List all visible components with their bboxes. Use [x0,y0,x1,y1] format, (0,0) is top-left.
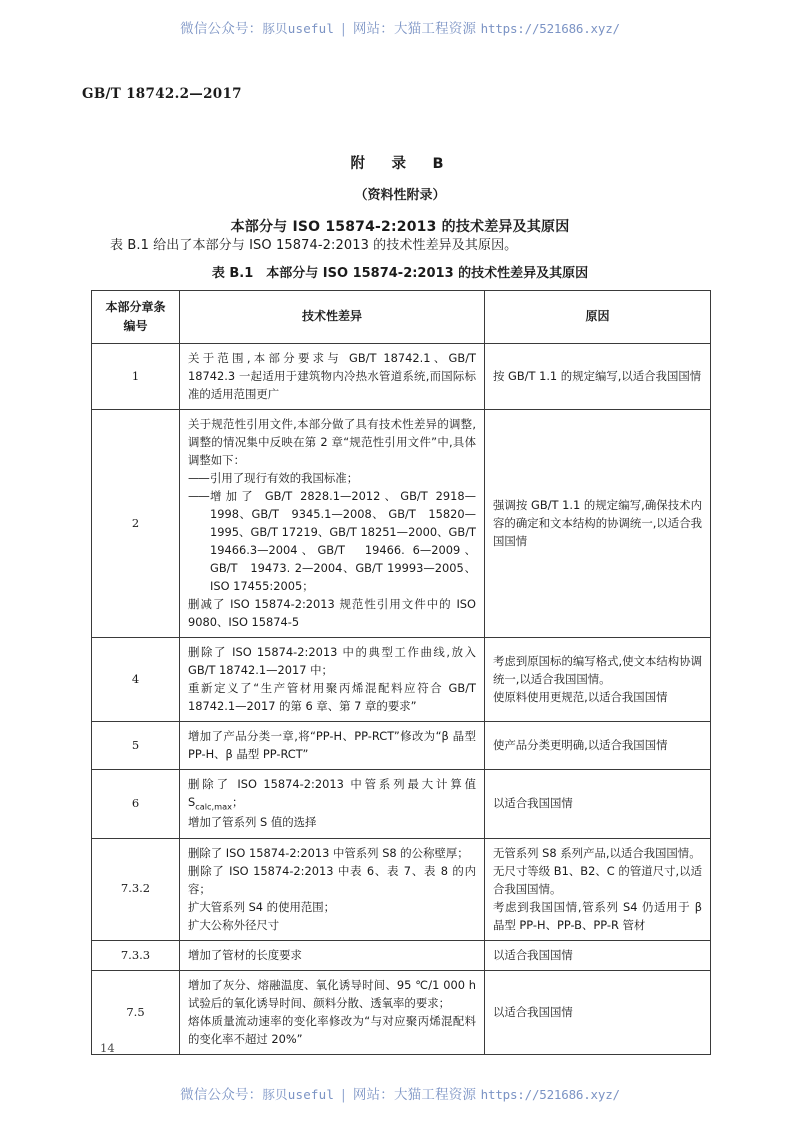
difference-paragraph: 增加了产品分类一章,将“PP-H、PP-RCT”修改为“β 晶型 PP-H、β 晶型 PP-RCT” [188,729,476,762]
difference-paragraph: 关于范围,本部分要求与 GB/T 18742.1、GB/T 18742.3 一起适用于建筑物内冷热水管道系统,而国际标准的适用范围更广 [188,350,476,401]
cell-clause-number: 7.5 [92,970,180,1054]
cell-clause-number: 6 [92,770,180,838]
cell-technical-difference [180,722,485,770]
reason-paragraph: 无管系列 S8 系列产品,以适合我国国情。 [493,845,701,860]
watermark-url: https://521686.xyz/ [480,1087,620,1102]
reason-paragraph: 按 GB/T 1.1 的规定编写,以适合我国国情 [493,368,702,383]
cell-technical-difference [180,940,485,970]
table-row [92,970,711,1054]
page-number: 14 [100,1041,115,1055]
column-header-clause: 本部分章条编号 [92,291,180,344]
table-header-row [92,291,711,344]
cell-clause-number: 1 [92,343,180,409]
watermark-wechat-name: 豚贝useful [262,21,335,36]
table-caption: 表 B.1 本部分与 ISO 15874-2:2013 的技术性差异及其原因 [211,266,589,281]
reason-paragraph: 以适合我国国情 [493,1004,573,1019]
difference-paragraph: 删除了 ISO 15874-2:2013 中的典型工作曲线,放入 GB/T 18742.1—2017 中； [188,645,476,678]
difference-paragraph: 删除了 ISO 15874-2:2013 中管系列最大计算值 $S_{calc,max}$； [188,777,476,812]
table-body [92,343,711,1054]
cell-technical-difference [180,638,485,722]
watermark-url: https://521686.xyz/ [480,21,620,36]
annex-intro-paragraph: 表 B.1 给出了本部分与 ISO 15874-2:2013 的技术性差异及其原因。 [110,238,518,253]
watermark-wechat-label: 微信公众号： [180,21,263,37]
difference-paragraph: 关于规范性引用文件,本部分做了具有技术性差异的调整,调整的情况集中反映在第 2 章“规范性引用文件”中,具体调整如下： [188,416,476,467]
subscript-calc-max: calc,max [195,801,232,812]
cell-clause-number: 5 [92,722,180,770]
difference-paragraph: 熔体质量流动速率的变化率修改为“与对应聚丙烯混配料的变化率不超过 20%” [188,1013,476,1046]
watermark-site-label: 网站： [352,1087,394,1103]
watermark-wechat-label: 微信公众号： [180,1087,263,1103]
table-row [92,343,711,409]
reason-paragraph: 考虑到我国国情,管系列 S4 仍适用于 β 晶型 PP-H、PP-B、PP-R 管材 [493,899,702,932]
watermark-separator: | [341,1087,346,1103]
difference-paragraph: 重新定义了“生产管材用聚丙烯混配料应符合 GB/T 18742.1—2017 的第 6 章、第 7 章的要求” [188,681,476,714]
table-header [92,291,711,344]
watermark-site-name: 大猫工程资源 [393,1087,477,1103]
watermark-top [0,17,800,37]
cell-reason [485,638,711,722]
difference-paragraph: —— 引用了现行有效的我国标准； [188,469,476,487]
standard-number-header: GB/T 18742.2—2017 [82,86,242,102]
difference-paragraph: 增加了管材的长度要求 [188,947,302,962]
cell-technical-difference [180,970,485,1054]
reason-paragraph: 使原料使用更规范,以适合我国国情 [493,690,668,705]
difference-paragraph: 删减了 ISO 15874-2:2013 规范性引用文件中的 ISO 9080、ISO 15874-5 [188,597,476,630]
cell-technical-difference [180,838,485,940]
cell-technical-difference [180,770,485,838]
watermark-wechat-name: 豚贝useful [262,1087,335,1102]
difference-paragraph: 增加了管系列 S 值的选择 [188,815,317,830]
watermark-site-label: 网站： [352,21,394,37]
difference-paragraph: 扩大管系列 S4 的使用范围； [188,899,336,914]
watermark-bottom [0,1083,800,1103]
annex-kind: （资料性附录） [354,188,446,203]
table-row [92,838,711,940]
cell-clause-number: 4 [92,638,180,722]
reason-paragraph: 使产品分类更明确,以适合我国国情 [493,738,668,753]
watermark-separator: | [341,21,346,37]
differences-table-wrapper [91,290,710,1055]
reason-paragraph: 以适合我国国情 [493,947,573,962]
cell-reason [485,970,711,1054]
reason-paragraph: 无尺寸等级 B1、B2、C 的管道尺寸,以适合我国国情。 [493,863,702,896]
reason-paragraph: 强调按 GB/T 1.1 的规定编写,确保技术内容的确定和文本结构的协调统一,以适合我国国情 [493,498,702,549]
difference-paragraph: —— 增加了 GB/T 2828.1—2012、GB/T 2918—1998、GB/T 9345.1—2008、 GB/T 15820—1995、GB/T 17219、GB/T 18251—2000、GB/T 19466.3—2004、GB/T 19466. 6—2009、GB/T 19473. 2—2004、GB/T 19993—2005、ISO 17455:2005； [188,487,476,595]
table-row [92,770,711,838]
column-header-difference: 技术性差异 [180,291,485,344]
cell-reason [485,940,711,970]
difference-paragraph: 扩大公称外径尺寸 [188,917,280,932]
cell-technical-difference [180,343,485,409]
cell-reason [485,838,711,940]
table-row [92,722,711,770]
difference-paragraph: 删除了 ISO 15874-2:2013 中管系列 S8 的公称壁厚； [188,845,469,860]
cell-clause-number: 7.3.3 [92,940,180,970]
reason-paragraph: 考虑到原国标的编写格式,使文本结构协调统一,以适合我国国情。 [493,654,702,687]
cell-reason [485,770,711,838]
cell-clause-number: 7.3.2 [92,838,180,940]
table-row [92,940,711,970]
table-row [92,409,711,637]
differences-table [91,290,711,1055]
table-row [92,638,711,722]
cell-reason [485,343,711,409]
cell-technical-difference [180,409,485,637]
annex-heading-block [82,152,718,236]
column-header-reason: 原因 [485,291,711,344]
annex-label: 附 录 B [350,156,450,172]
reason-paragraph: 以适合我国国情 [493,796,573,811]
cell-clause-number: 2 [92,409,180,637]
difference-paragraph: 增加了灰分、熔融温度、氧化诱导时间、95 ℃/1 000 h 试验后的氧化诱导时间、颜料分散、透氧率的要求； [188,977,476,1010]
annex-title: 本部分与 ISO 15874-2:2013 的技术差异及其原因 [230,219,570,235]
difference-paragraph: 删除了 ISO 15874-2:2013 中表 6、表 7、表 8 的内容； [188,863,476,896]
watermark-site-name: 大猫工程资源 [393,21,477,37]
cell-reason [485,722,711,770]
cell-reason [485,409,711,637]
